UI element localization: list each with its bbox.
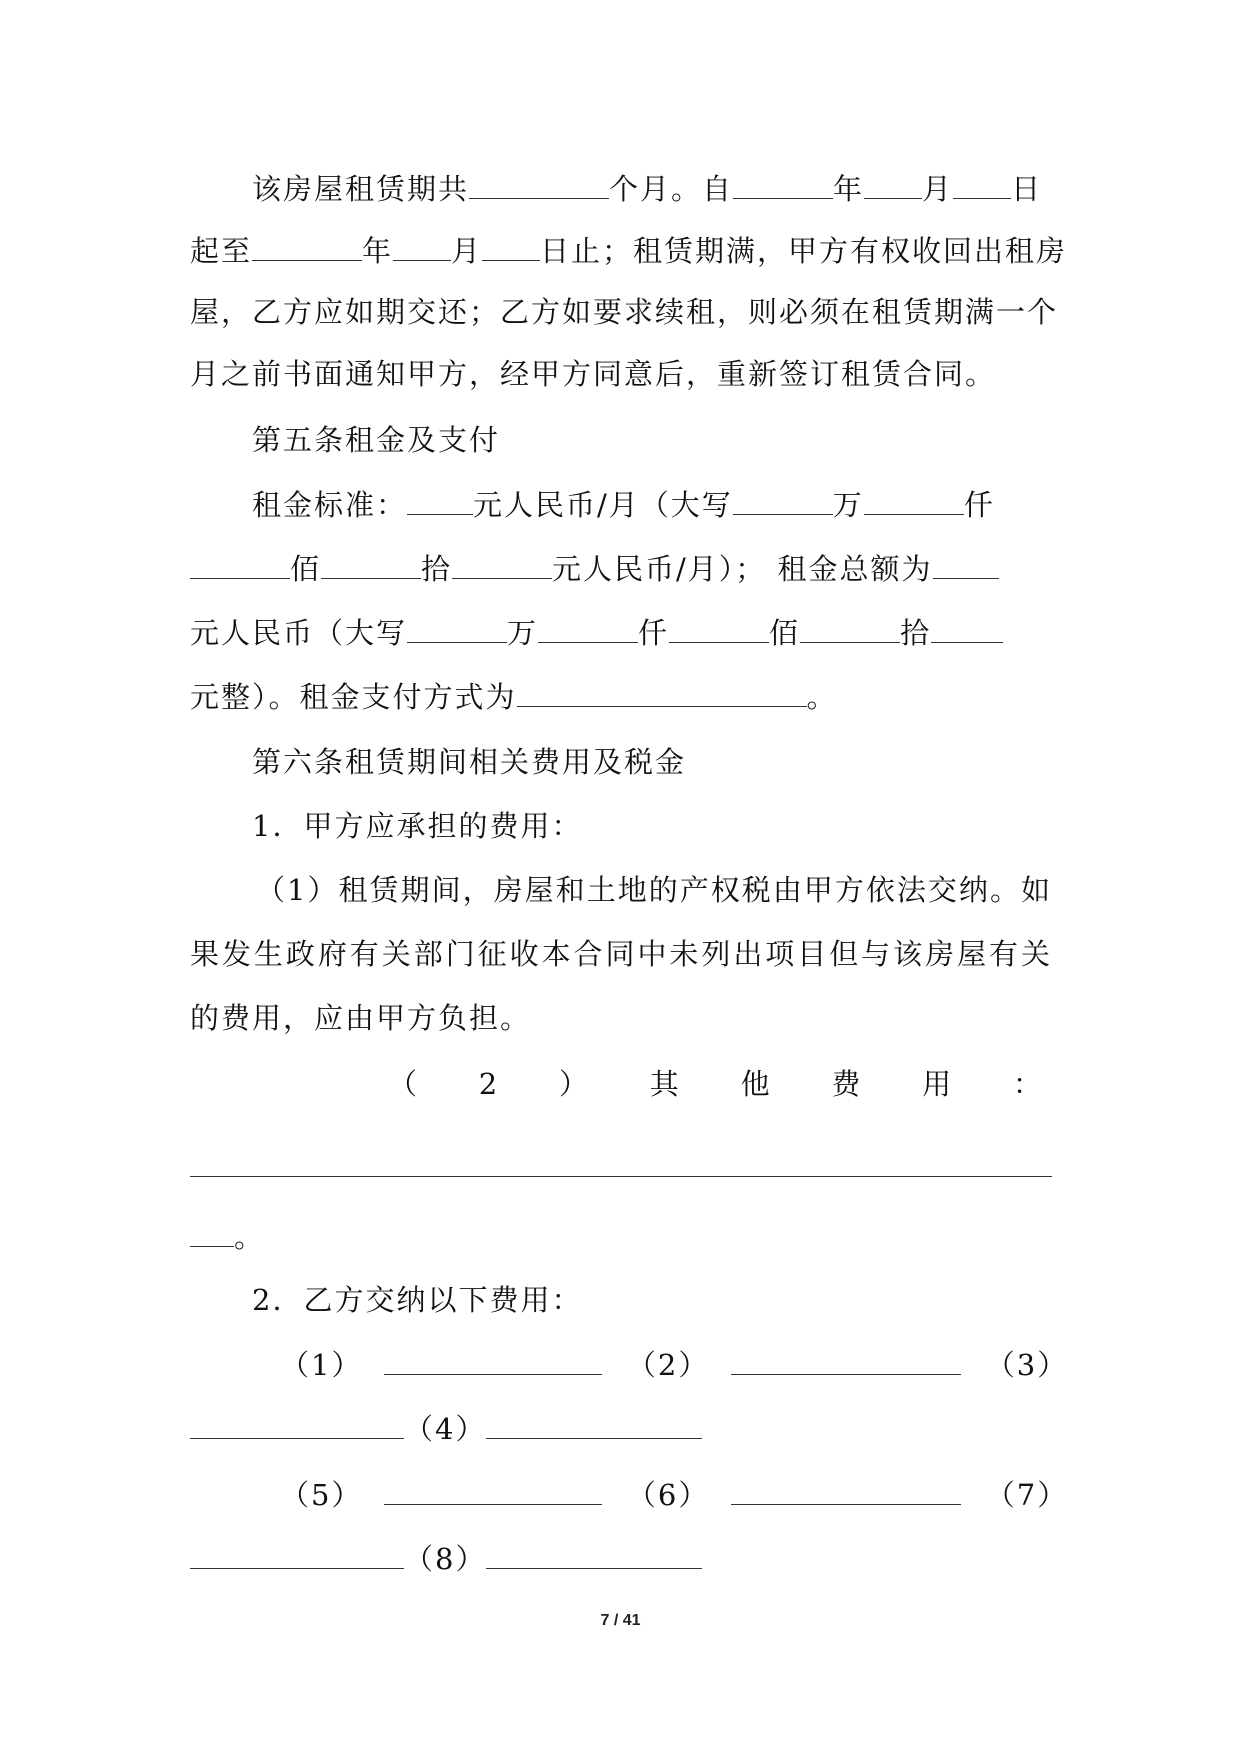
- blank-field[interactable]: [252, 230, 362, 261]
- rent-line-3: [190, 612, 1052, 653]
- text: 费: [831, 1067, 863, 1101]
- blank-field[interactable]: [393, 230, 451, 261]
- blank-field[interactable]: [669, 612, 769, 643]
- text: 拾: [421, 552, 453, 586]
- rent-line-1: [252, 484, 1052, 525]
- blank-field[interactable]: [469, 168, 609, 199]
- sub-item-1-line-1: （1）租赁期间，房屋和土地的产权税由甲方依法交纳。如: [256, 873, 1052, 907]
- sub-item-1-line-2: 果发生政府有关部门征收本合同中未列出项目但与该房屋有关: [190, 937, 1052, 971]
- lease-term-line-4: 月之前书面通知甲方，经甲方同意后，重新签订租赁合同。: [190, 357, 997, 391]
- text: 仟: [963, 488, 995, 522]
- blank-field[interactable]: [517, 676, 807, 707]
- text: 用: [922, 1067, 954, 1101]
- rent-line-4: [190, 676, 1052, 717]
- text: （5）: [280, 1478, 363, 1512]
- blank-field[interactable]: [733, 484, 833, 515]
- text: （4）: [404, 1412, 487, 1446]
- text: 仟: [638, 616, 670, 650]
- text: 该房屋租赁期共: [252, 172, 470, 206]
- blank-field[interactable]: [864, 484, 964, 515]
- blank-field[interactable]: [931, 612, 1003, 643]
- text: 日: [1011, 172, 1043, 206]
- blank-field[interactable]: [953, 168, 1011, 199]
- text: 元整）。租金支付方式为: [190, 680, 517, 714]
- text: 佰: [290, 552, 322, 586]
- blank-field[interactable]: [190, 1408, 404, 1439]
- text: 日止；租赁期满，甲方有权收回出租房: [540, 234, 1068, 268]
- text: 佰: [769, 616, 801, 650]
- blank-field[interactable]: [482, 230, 540, 261]
- blank-field[interactable]: [407, 612, 507, 643]
- blank-field[interactable]: [190, 1216, 234, 1247]
- blank-field[interactable]: [486, 1538, 702, 1569]
- blank-field[interactable]: [407, 484, 473, 515]
- text: （2）: [626, 1348, 710, 1382]
- other-fees-blank[interactable]: [190, 1176, 1052, 1177]
- blank-field[interactable]: [538, 612, 638, 643]
- blank-field[interactable]: [486, 1408, 702, 1439]
- text: 拾: [900, 616, 932, 650]
- blank-field[interactable]: [733, 168, 833, 199]
- blank-field[interactable]: [321, 548, 421, 579]
- fees-row-1: [280, 1344, 1069, 1385]
- text: ：: [1012, 1067, 1044, 1101]
- text: 个月。自: [609, 172, 734, 206]
- blank-field[interactable]: [731, 1344, 961, 1375]
- text: （: [388, 1067, 420, 1101]
- text: 月: [922, 172, 954, 206]
- text: 。: [806, 680, 838, 714]
- article-6-heading: 第六条租赁期间相关费用及税金: [252, 745, 687, 779]
- text: 月: [451, 234, 483, 268]
- text: 万: [832, 488, 864, 522]
- text: ）: [559, 1067, 591, 1101]
- text: 起至: [190, 234, 253, 268]
- blank-field[interactable]: [933, 548, 999, 579]
- text: 2: [478, 1067, 500, 1101]
- blank-field[interactable]: [190, 548, 290, 579]
- blank-field[interactable]: [452, 548, 552, 579]
- lease-term-line-2: [190, 230, 1068, 271]
- text: 其: [649, 1067, 681, 1101]
- blank-field[interactable]: [731, 1474, 961, 1505]
- item-1: 1．甲方应承担的费用：: [252, 809, 583, 843]
- text: 他: [740, 1067, 772, 1101]
- text: 元人民币/月（大写: [473, 488, 733, 522]
- lease-term-line-1: [252, 168, 1052, 209]
- item-2: 2．乙方交纳以下费用：: [252, 1283, 583, 1317]
- text: （7）: [985, 1478, 1069, 1512]
- blank-field[interactable]: [384, 1344, 602, 1375]
- text: 年: [362, 234, 394, 268]
- other-fees-end: [190, 1216, 1052, 1257]
- fees-row-4: [190, 1538, 1052, 1579]
- blank-field[interactable]: [384, 1474, 602, 1505]
- text: 元人民币/月）； 租金总额为: [552, 552, 933, 586]
- sub-item-2-line: [388, 1064, 1044, 1104]
- text: 元人民币（大写: [190, 616, 408, 650]
- text: 租金标准：: [252, 488, 408, 522]
- text: 。: [234, 1220, 266, 1254]
- fees-row-3: [280, 1474, 1069, 1515]
- fees-row-2: [190, 1408, 1052, 1449]
- sub-item-1-line-3: 的费用，应由甲方负担。: [190, 1001, 532, 1035]
- blank-field[interactable]: [800, 612, 900, 643]
- text: （3）: [985, 1348, 1069, 1382]
- article-5-heading: 第五条租金及支付: [252, 423, 501, 457]
- text: （6）: [626, 1478, 710, 1512]
- text: （1）: [280, 1348, 363, 1382]
- page-number: 7 / 41: [600, 1612, 641, 1629]
- text: 万: [507, 616, 539, 650]
- blank-field[interactable]: [190, 1538, 404, 1569]
- lease-term-line-3: 屋，乙方应如期交还；乙方如要求续租，则必须在租赁期满一个: [190, 295, 1059, 329]
- text: 年: [833, 172, 865, 206]
- text: （8）: [404, 1542, 487, 1576]
- blank-field[interactable]: [864, 168, 922, 199]
- rent-line-2: [190, 548, 1052, 589]
